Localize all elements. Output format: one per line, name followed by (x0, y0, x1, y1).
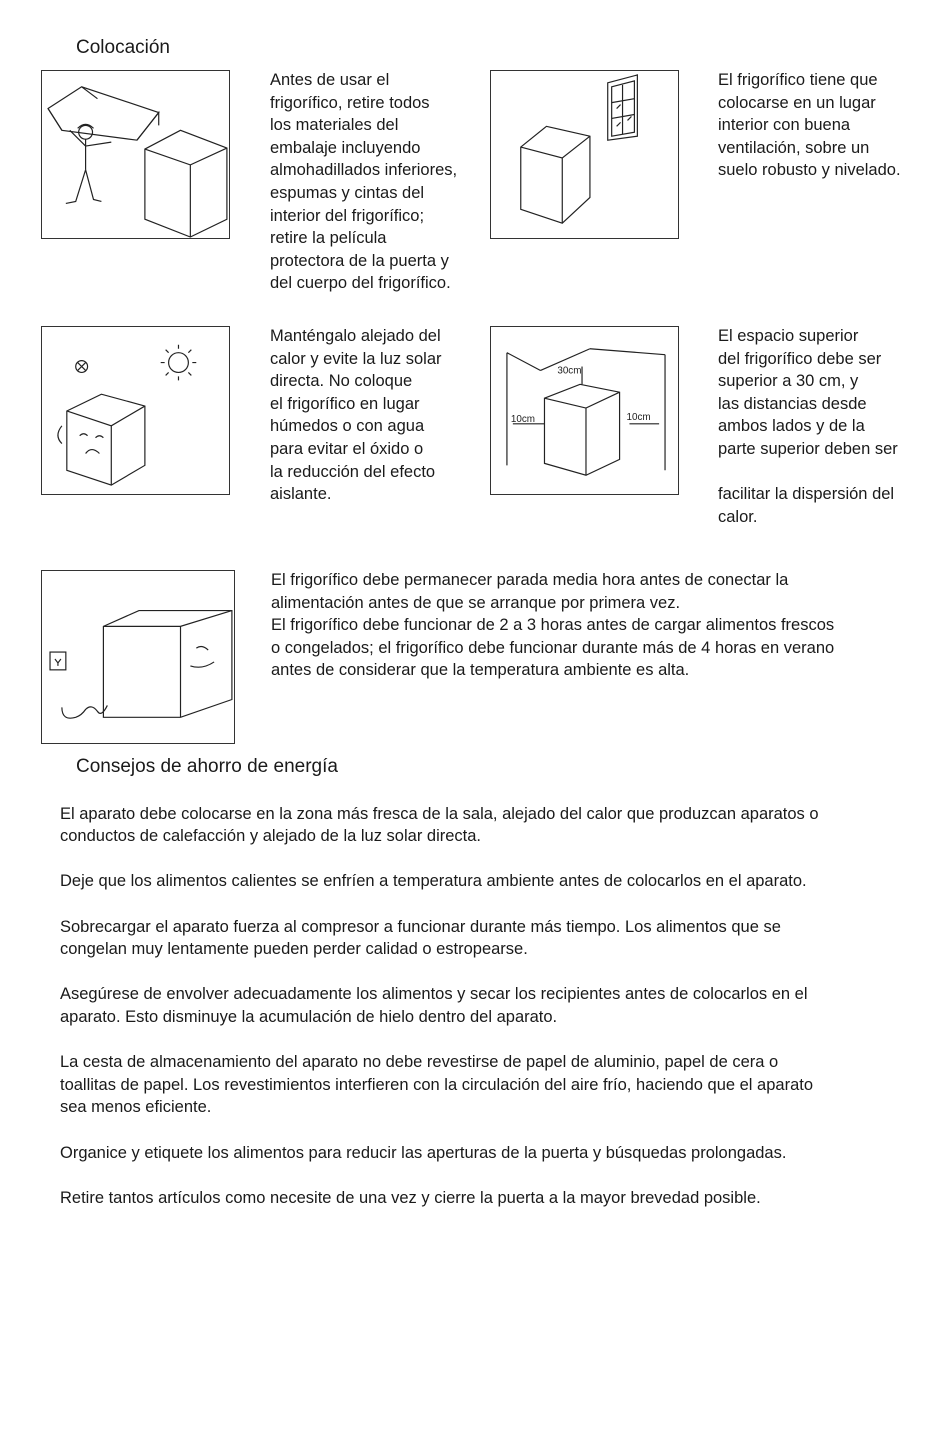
energy-tip-5: La cesta de almacenamiento del aparato no debe revestirse de papel de aluminio, papel de cera o toallitas de papel. Los revestimientos interfieren con la circulación del aire frío, haciendo que el aparato sea menos eficiente. (60, 1053, 814, 1117)
energy-tip-2: Deje que los alimentos calientes se enfríen a temperatura ambiente antes de colocarlos en el aparato. (60, 872, 807, 891)
clearance-illustration (490, 326, 679, 495)
energy-tip-6: Organice y etiquete los alimentos para reducir las aperturas de la puerta y búsquedas prolongadas. (60, 1143, 787, 1162)
placement-text-ventilation: El frigorífico tiene que colocarse en un lugar interior con buena ventilación, sobre un suelo robusto y nivelado. (718, 71, 901, 180)
energy-tip-3: Sobrecargar el aparato fuerza al compresor a funcionar durante más tiempo. Los alimentos que se congelan muy lentamente pueden perder calidad o estropearse. (60, 917, 781, 959)
placement-text-heat: Manténgalo alejado del calor y evite la luz solar directa. No coloque el frigorífico en lugar húmedos o con agua para evitar el óxido o la reducción del efecto aislante. (270, 327, 442, 504)
clearance-label-right: 10cm (626, 411, 651, 423)
ventilation-illustration (490, 70, 679, 239)
power-wait-illustration (41, 570, 235, 744)
section-title-energy: Consejos de ahorro de energía (76, 756, 338, 777)
energy-tip-7: Retire tantos artículos como necesite de una vez y cierre la puerta a la mayor brevedad posible. (60, 1188, 761, 1207)
placement-text-first-start: El frigorífico debe permanecer parada media hora antes de conectar la alimentación antes de que se arranque por primera vez. El frigorífico debe funcionar de 2 a 3 horas antes de cargar alimentos frescos o congelados; el frigorífico debe funcionar durante más de 4 horas en verano antes de considerar que la temperatura ambiente es alta. (271, 571, 835, 680)
energy-tips-list (60, 780, 819, 1232)
energy-tip-4: Asegúrese de envolver adecuadamente los alimentos y secar los recipientes antes de colocarlos en el aparato. Esto disminuye la acumulación de hielo dentro del aparato. (60, 985, 808, 1026)
placement-text-unpacking: Antes de usar el frigorífico, retire todos los materiales del embalaje incluyendo almohadillados inferiores, espumas y cintas del interior del frigorífico; retire la película protectora de la puerta y del cuerpo del frigorífico. (270, 71, 458, 293)
clearance-label-left: 10cm (510, 413, 536, 425)
clearance-label-top: 30cm (557, 365, 582, 377)
section-title-placement: Colocación (76, 37, 170, 58)
energy-tip-1: El aparato debe colocarse en la zona más fresca de la sala, alejado del calor que produzcan aparatos o conductos de calefacción y alejado de la luz solar directa. (60, 804, 819, 846)
heat-sun-illustration (41, 326, 230, 495)
placement-text-clearance: El espacio superior del frigorífico debe ser superior a 30 cm, y las distancias desde ambos lados y de la parte superior deben ser facilitar la dispersión del calor. (718, 327, 898, 526)
unpacking-illustration (41, 70, 230, 239)
